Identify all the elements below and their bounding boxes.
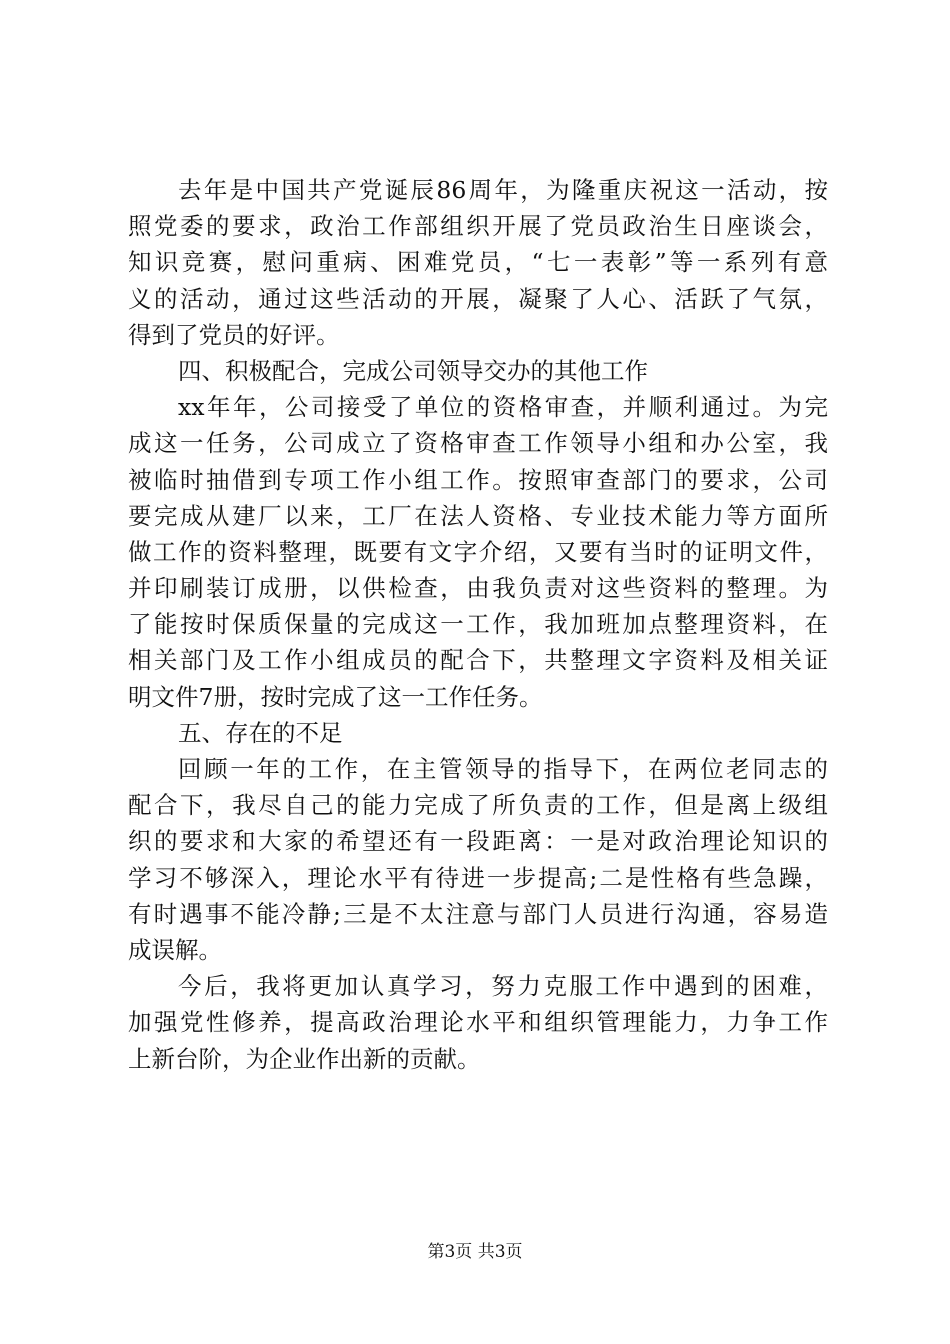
- paragraph-line: 回顾一年的工作，在主管领导的指导下，在两位老同志的: [178, 755, 828, 783]
- paragraph: [128, 715, 828, 751]
- paragraph-line: 四、积极配合，完成公司领导交办的其他工作: [178, 356, 648, 385]
- paragraph: [128, 389, 828, 715]
- paragraph-line: 义的活动，通过这些活动的开展，凝聚了人心、活跃了气氛，: [128, 284, 828, 313]
- paragraph-line: 要完成从建厂以来，工厂在法人资格、专业技术能力等方面所: [128, 501, 828, 530]
- page-footer: 第3页 共3页: [427, 1242, 523, 1262]
- paragraph-line: 相关部门及工作小组成员的配合下，共整理文字资料及相关证: [128, 646, 828, 675]
- paragraph-line: 五、存在的不足: [178, 718, 343, 747]
- paragraph-line: 知识竞赛，慰问重病、困难党员，“七一表彰”等一系列有意: [128, 248, 828, 277]
- paragraph-line: 明文件7册，按时完成了这一工作任务。: [128, 682, 543, 711]
- paragraph-line: 得到了党员的好评。: [128, 320, 340, 349]
- paragraph-line: 配合下，我尽自己的能力完成了所负责的工作，但是离上级组: [128, 791, 828, 820]
- paragraph-line: 成误解。: [128, 935, 222, 964]
- paragraph-line: 织的要求和大家的希望还有一段距离：一是对政治理论知识的: [128, 827, 828, 856]
- paragraph: [128, 353, 828, 389]
- paragraph-line: 并印刷装订成册，以供检查，由我负责对这些资料的整理。为: [128, 574, 828, 603]
- document-body: [128, 172, 828, 1077]
- paragraph-line: 被临时抽借到专项工作小组工作。按照审查部门的要求，公司: [128, 465, 828, 494]
- paragraph-line: 成这一任务，公司成立了资格审查工作领导小组和办公室，我: [128, 429, 828, 458]
- paragraph-line: 做工作的资料整理，既要有文字介绍，又要有当时的证明文件，: [128, 537, 828, 566]
- paragraph-line: 去年是中国共产党诞辰86周年，为隆重庆祝这一活动，按: [178, 176, 828, 204]
- paragraph-line: 上新台阶，为企业作出新的贡献。: [128, 1044, 481, 1073]
- paragraph: [128, 172, 828, 353]
- paragraph: [128, 968, 828, 1077]
- paragraph-line: 今后，我将更加认真学习，努力克服工作中遇到的困难，: [178, 972, 828, 1001]
- paragraph-line: 学习不够深入，理论水平有待进一步提高;二是性格有些急躁，: [128, 863, 828, 892]
- paragraph-line: 照党委的要求，政治工作部组织开展了党员政治生日座谈会，: [128, 212, 828, 241]
- paragraph-line: 了能按时保质保量的完成这一工作，我加班加点整理资料，在: [128, 610, 828, 639]
- paragraph-line: 加强党性修养，提高政治理论水平和组织管理能力，力争工作: [128, 1008, 828, 1037]
- paragraph: [128, 751, 828, 968]
- paragraph-line: xx年年，公司接受了单位的资格审查，并顺利通过。为完: [178, 393, 828, 422]
- paragraph-line: 有时遇事不能冷静;三是不太注意与部门人员进行沟通，容易造: [128, 899, 828, 928]
